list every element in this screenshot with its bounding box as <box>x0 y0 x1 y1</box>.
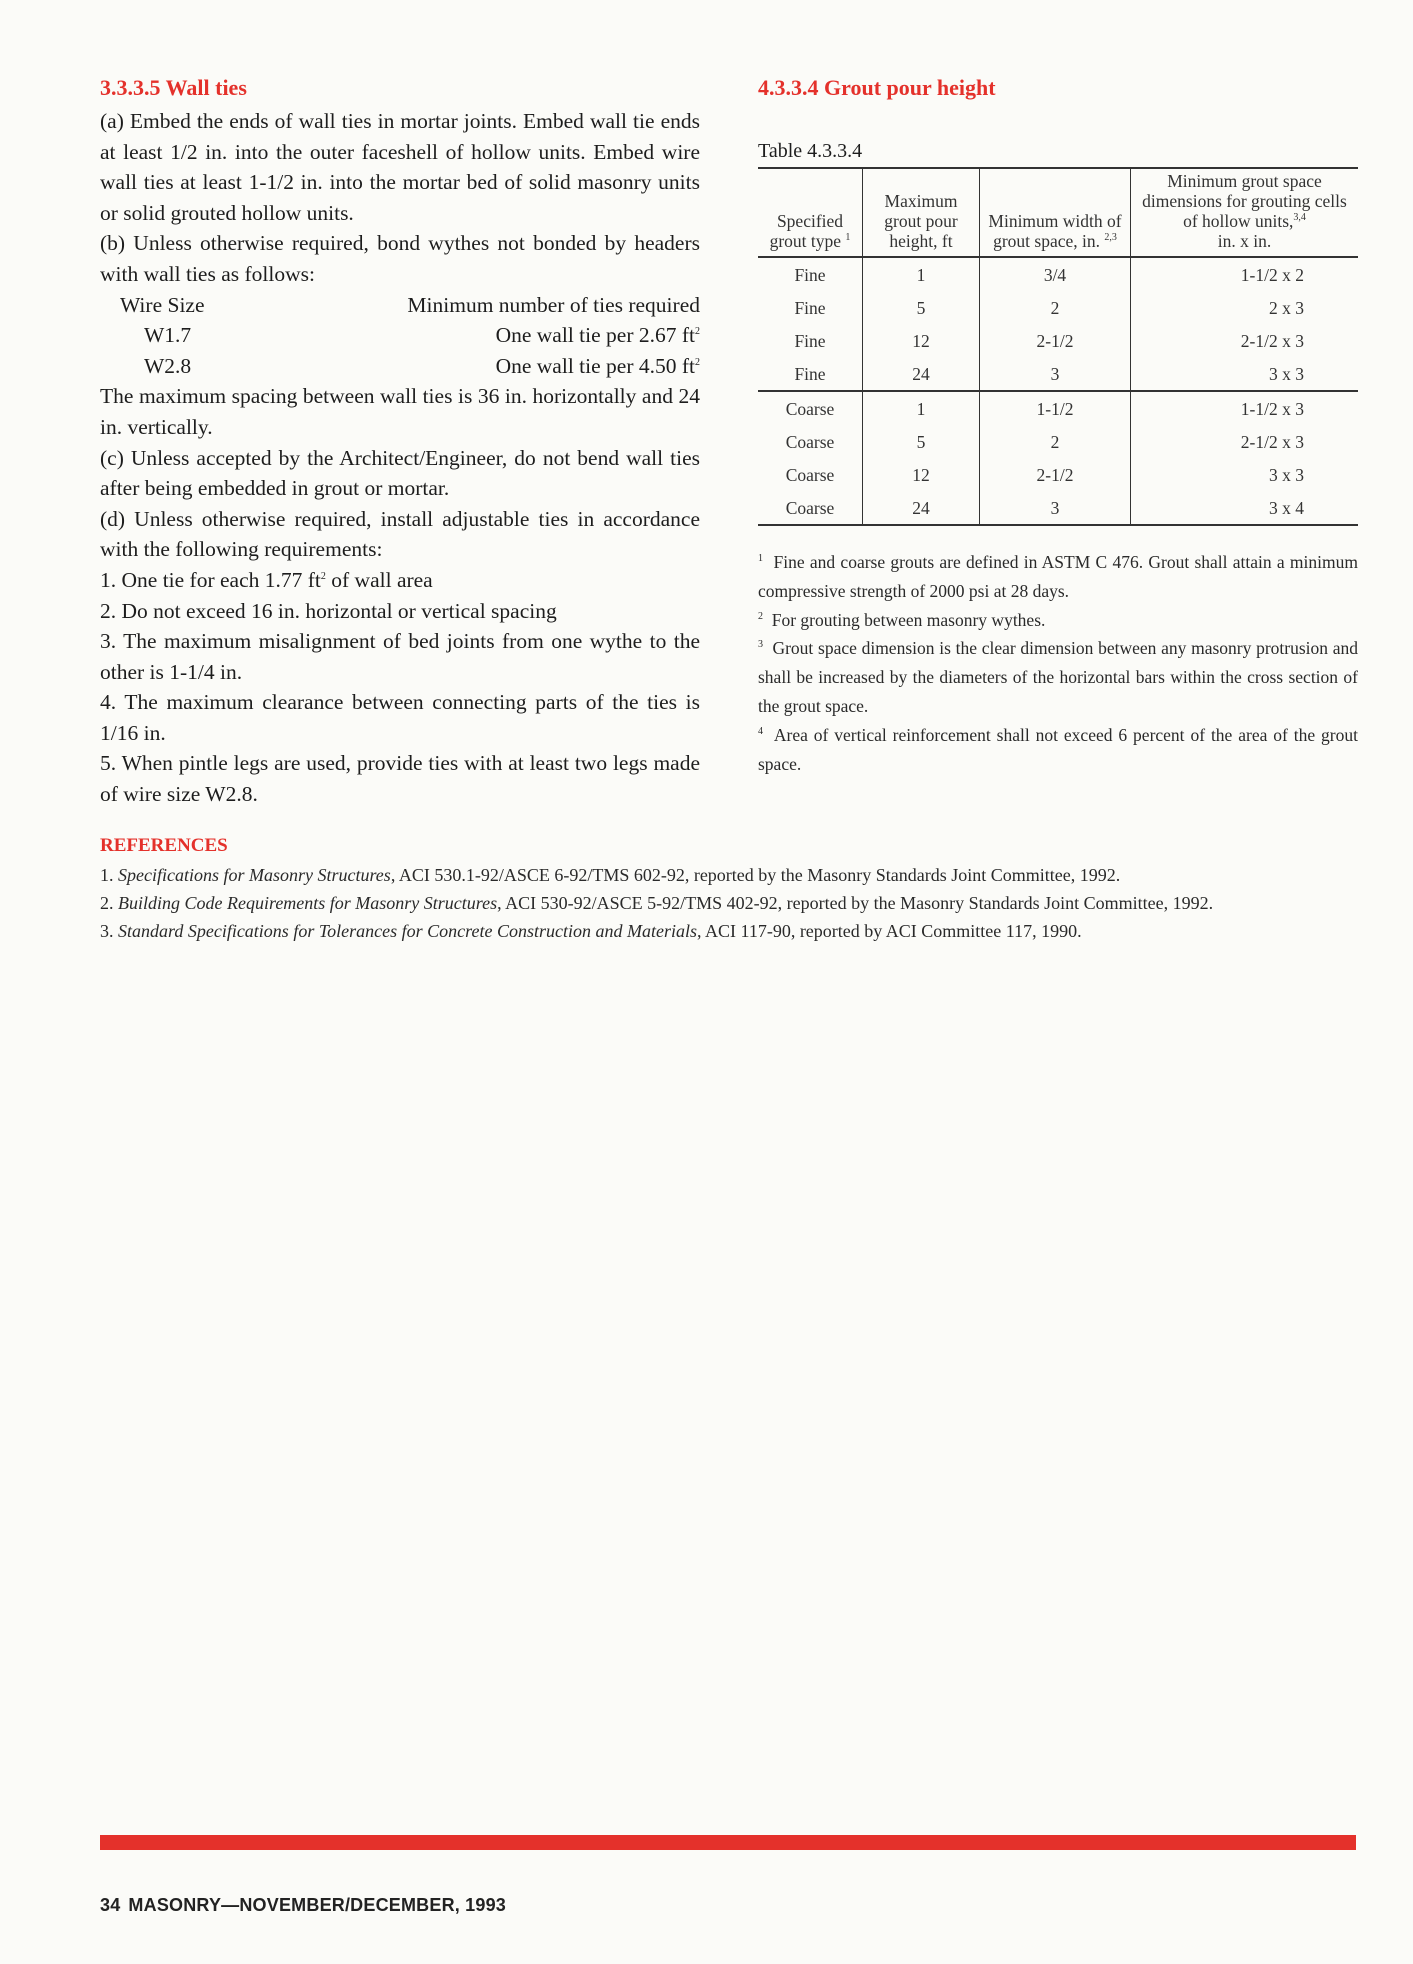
grout-dimension-cell: 3 x 4 <box>1131 491 1359 525</box>
list-item-2: 2. Do not exceed 16 in. horizontal or vertical spacing <box>100 598 557 623</box>
grout-type-cell: Coarse <box>785 431 835 452</box>
grout-width-cell: 2-1/2 <box>980 458 1131 491</box>
ties-required-header: Minimum number of ties required <box>407 292 700 317</box>
list-item-4: 4. The maximum clearance between connecting parts of the ties is 1/16 in. <box>100 690 700 745</box>
grout-table-header <box>758 168 1358 257</box>
grout-type-cell: Coarse <box>785 464 835 485</box>
footer-rule <box>100 1835 1356 1850</box>
reference-item: 3. Standard Specifications for Tolerances for Concrete Construction and Materials, ACI 117-90, reported by ACI Committee 117, 1990. <box>100 921 1082 941</box>
paragraph-d: (d) Unless otherwise required, install adjustable ties in accordance with the following requirements: <box>100 506 700 562</box>
list-item-3: 3. The maximum misalignment of bed joints from one wythe to the other is 1-1/4 in. <box>100 629 700 684</box>
column-header-grout-width: Minimum width of grout space, in. $^{2,3}$ <box>980 168 1131 257</box>
ties-required: One wall tie per 4.50 $ft^2$ <box>495 353 700 378</box>
paragraph-c: (c) Unless accepted by the Architect/Engineer, do not bend wall ties after being embedded in grout or mortar. <box>100 445 700 501</box>
table-row <box>758 357 1358 391</box>
publication-name: MASONRY—NOVEMBER/DECEMBER, 1993 <box>128 1895 507 1915</box>
wall-ties-row <box>100 320 700 351</box>
grout-table-body <box>758 257 1358 525</box>
grout-type-cell: Fine <box>794 330 826 351</box>
grout-dimension-cell: 3 x 3 <box>1131 458 1359 491</box>
grout-width-cell: 2 <box>980 291 1131 324</box>
grout-dimension-cell: 2-1/2 x 3 <box>1131 425 1359 458</box>
grout-type-cell: Fine <box>794 264 826 285</box>
wire-size: W1.7 <box>144 323 192 348</box>
list-item-1: 1. One tie for each 1.77 $ft^2$ of wall area <box>100 567 433 592</box>
table-footnotes <box>758 548 1358 778</box>
grout-width-cell: 2 <box>980 425 1131 458</box>
paragraph-spacing: The maximum spacing between wall ties is 36 in. horizontally and 24 in. vertically. <box>100 384 700 439</box>
section-heading-wall-ties: 3.3.3.5 Wall ties <box>100 75 247 100</box>
wall-ties-row <box>100 351 700 382</box>
reference-item: 1. Specifications for Masonry Structures, ACI 530.1-92/ASCE 6-92/TMS 602-92, reported by the Masonry Standards Joint Committee, 1992. <box>100 865 1121 885</box>
wire-size-header: Wire Size <box>120 292 205 317</box>
table-row <box>758 425 1358 458</box>
page-number: 34 <box>100 1895 121 1915</box>
grout-table <box>758 167 1358 526</box>
grout-dimension-cell: 1-1/2 x 3 <box>1131 391 1359 425</box>
right-column <box>758 74 1358 778</box>
grout-dimension-cell: 2-1/2 x 3 <box>1131 324 1359 357</box>
pour-height-cell: 24 <box>863 491 980 525</box>
pour-height-cell: 1 <box>863 257 980 291</box>
column-header-pour-height: Maximum grout pour height, ft <box>863 168 980 257</box>
paragraph-a: (a) Embed the ends of wall ties in mortar joints. Embed wall tie ends at least 1/2 in. into the outer faceshell of hollow units. Embed wire wall ties at least 1-1/2 in. into the mortar bed of solid masonry units or solid grouted hollow units. <box>100 109 700 225</box>
grout-width-cell: 2-1/2 <box>980 324 1131 357</box>
pour-height-cell: 12 <box>863 324 980 357</box>
footnote-4: $^4$ Area of vertical reinforcement shall not exceed 6 percent of the area of the grout space. <box>758 724 1358 774</box>
footnote-1: $^1$ Fine and coarse grouts are defined in ASTM C 476. Grout shall attain a minimum compressive strength of 2000 psi at 28 days. <box>758 552 1358 601</box>
wall-ties-table <box>100 290 700 382</box>
table-row <box>758 458 1358 491</box>
column-header-grout-dimensions: Minimum grout space dimensions for grouting cells of hollow units,$^{3,4}$ in. x in. <box>1131 168 1359 257</box>
wall-ties-header <box>100 290 700 321</box>
section-heading-grout-pour-height: 4.3.3.4 Grout pour height <box>758 75 996 100</box>
grout-dimension-cell: 3 x 3 <box>1131 357 1359 391</box>
references-heading: REFERENCES <box>100 835 228 856</box>
table-caption: Table 4.3.3.4 <box>758 140 863 162</box>
list-item-5: 5. When pintle legs are used, provide ties with at least two legs made of wire size W2.8. <box>100 751 700 807</box>
left-column <box>100 74 700 810</box>
table-row <box>758 257 1358 291</box>
grout-type-cell: Coarse <box>758 491 863 525</box>
ties-required: One wall tie per 2.67 $ft^2$ <box>495 323 700 348</box>
table-row <box>758 491 1358 525</box>
table-row <box>758 391 1358 425</box>
grout-width-cell: 3/4 <box>980 257 1131 291</box>
column-header-grout-type: Specified grout type $^1$ <box>758 168 863 257</box>
pour-height-cell: 5 <box>863 425 980 458</box>
footnote-3: $^3$ Grout space dimension is the clear dimension between any masonry protrusion and shall be increased by the diameters of the horizontal bars within the cross section of the grout space. <box>758 638 1359 716</box>
pour-height-cell: 24 <box>863 357 980 391</box>
pour-height-cell: 12 <box>863 458 980 491</box>
grout-dimension-cell: 2 x 3 <box>1131 291 1359 324</box>
grout-width-cell: 3 <box>980 357 1131 391</box>
page-footer <box>100 1895 506 1916</box>
grout-width-cell: 1-1/2 <box>980 391 1131 425</box>
pour-height-cell: 1 <box>863 391 980 425</box>
grout-type-cell: Fine <box>794 297 826 318</box>
footnote-2: $^2$ For grouting between masonry wythes. <box>758 609 1046 630</box>
reference-item: 2. Building Code Requirements for Masonry Structures, ACI 530-92/ASCE 5-92/TMS 402-92, reported by the Masonry Standards Joint Committee, 1992. <box>100 893 1214 913</box>
references-section <box>100 832 1358 946</box>
paragraph-b: (b) Unless otherwise required, bond wythes not bonded by headers with wall ties as follows: <box>100 231 700 286</box>
pour-height-cell: 5 <box>863 291 980 324</box>
grout-dimension-cell: 1-1/2 x 2 <box>1131 257 1359 291</box>
grout-type-cell: Coarse <box>785 398 835 419</box>
table-row <box>758 291 1358 324</box>
grout-width-cell: 3 <box>980 491 1131 525</box>
wire-size: W2.8 <box>144 353 192 378</box>
grout-type-cell: Fine <box>758 357 863 391</box>
table-row <box>758 324 1358 357</box>
